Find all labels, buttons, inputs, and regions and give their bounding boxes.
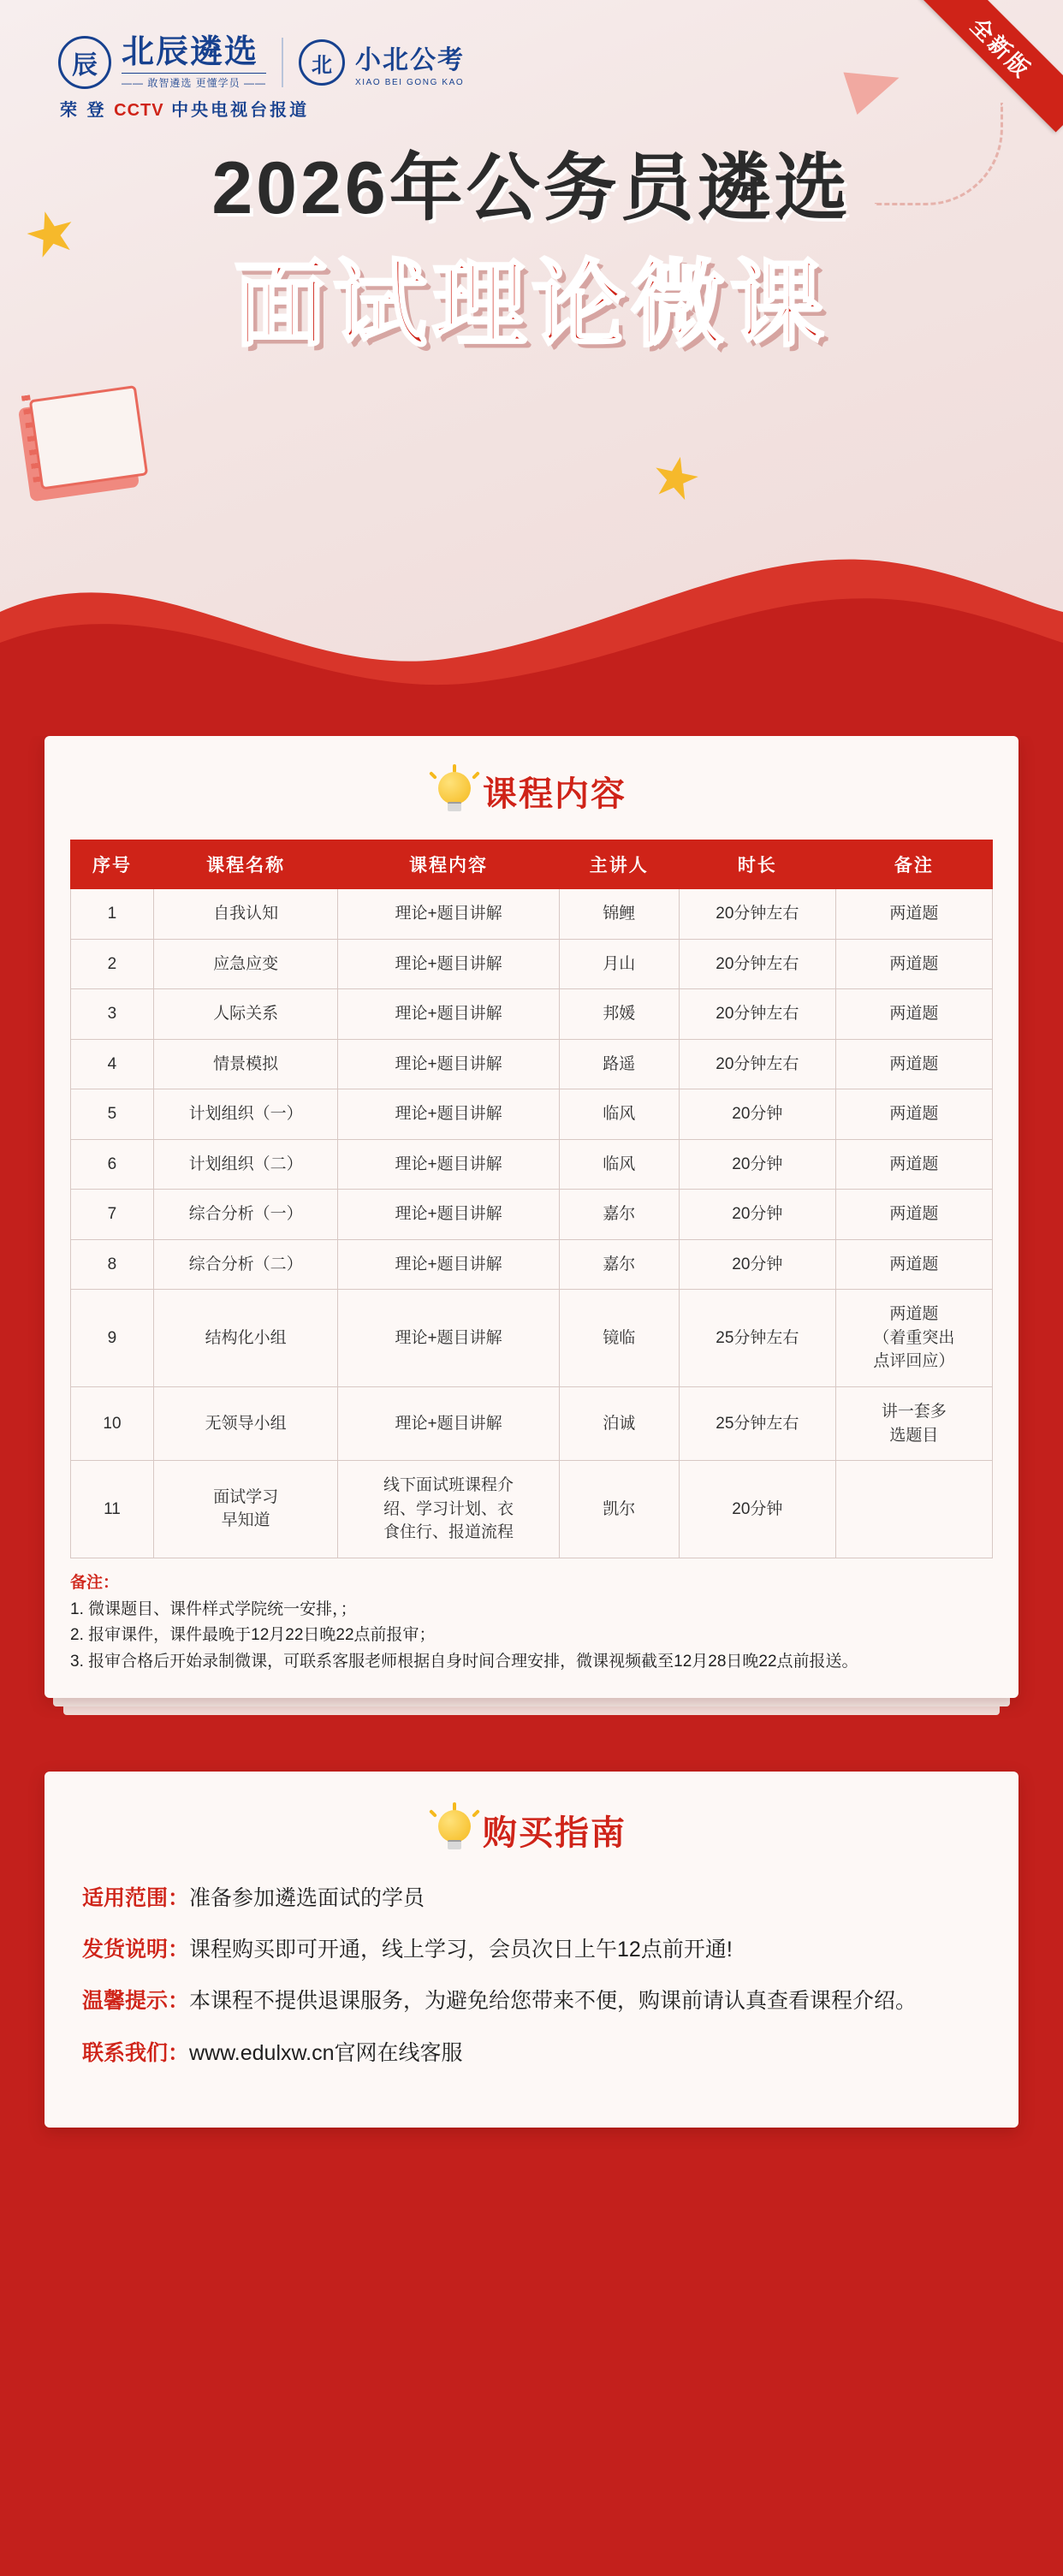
table-cell: 邦媛 — [559, 989, 679, 1040]
guide-item-key: 适用范围： — [82, 1885, 190, 1910]
table-cell: 嘉尔 — [559, 1239, 679, 1290]
table-cell: 理论+题目讲解 — [338, 1387, 559, 1461]
table-row — [71, 1190, 993, 1240]
table-row — [71, 1461, 993, 1558]
table-cell: 20分钟 — [679, 1089, 835, 1140]
table-cell: 20分钟左右 — [679, 889, 835, 940]
table-cell: 嘉尔 — [559, 1190, 679, 1240]
brand-name-secondary: 小北公考 — [355, 45, 466, 74]
table-cell: 讲一套多 选题目 — [835, 1387, 992, 1461]
table-row — [71, 1039, 993, 1089]
table-cell: 25分钟左右 — [679, 1387, 835, 1461]
table-cell: 路遥 — [559, 1039, 679, 1089]
remark-line: 3. 报审合格后开始录制微课，可联系客服老师根据自身时间合理安排，微课视频截至12月28日晚22点前报送。 — [70, 1653, 858, 1671]
brand-name-primary: 北辰遴选 — [122, 34, 259, 70]
table-cell: 两道题 — [835, 1190, 992, 1240]
table-cell: 理论+题目讲解 — [338, 939, 559, 989]
table-cell: 理论+题目讲解 — [338, 1089, 559, 1140]
column-header: 课程内容 — [338, 840, 559, 889]
table-cell: 应急应变 — [153, 939, 337, 989]
table-cell: 8 — [71, 1239, 154, 1290]
table-cell: 6 — [71, 1139, 154, 1190]
table-cell: 4 — [71, 1039, 154, 1089]
guide-item-key: 联系我们： — [82, 2040, 190, 2065]
star-icon-right: ★ — [644, 441, 708, 514]
table-cell: 25分钟左右 — [679, 1290, 835, 1387]
lightbulb-icon — [436, 772, 472, 811]
guide-item — [82, 1981, 981, 2021]
table-cell: 理论+题目讲解 — [338, 1039, 559, 1089]
table-cell: 凯尔 — [559, 1461, 679, 1558]
table-cell: 人际关系 — [153, 989, 337, 1040]
brand-slogan-primary: —— 敢智遴选 更懂学员 —— — [122, 73, 266, 90]
remark-line: 1. 微课题目、课件样式学院统一安排，； — [70, 1600, 357, 1618]
table-row — [71, 1239, 993, 1290]
lightbulb-icon — [436, 1810, 472, 1849]
guide-item-value: 本课程不提供退课服务，为避免给您带来不便，购课前请认真查看课程介绍。 — [189, 1989, 918, 2014]
column-header: 时长 — [679, 840, 835, 889]
column-header: 备注 — [835, 840, 992, 889]
table-cell: 两道题 — [835, 1239, 992, 1290]
brand-slogan-secondary: XIAO BEI GONG KAO — [355, 77, 465, 87]
table-row — [71, 889, 993, 940]
page-title: 2026年公务员遴选 — [211, 147, 852, 229]
guide-item-key: 温馨提示： — [82, 1989, 190, 2014]
table-cell: 理论+题目讲解 — [338, 989, 559, 1040]
cctv-suffix: 中央电视台报道 — [171, 101, 310, 120]
course-table — [70, 840, 993, 1558]
brand-text-secondary — [355, 39, 465, 87]
table-cell: 综合分析（二） — [153, 1239, 337, 1290]
table-cell: 计划组织（一） — [153, 1089, 337, 1140]
table-cell: 泊诚 — [559, 1387, 679, 1461]
page-subtitle: 面试理论微课 — [234, 252, 829, 358]
table-cell: 理论+题目讲解 — [338, 1139, 559, 1190]
table-cell: 20分钟 — [679, 1139, 835, 1190]
course-section-header — [70, 767, 993, 816]
table-cell: 两道题 — [835, 989, 992, 1040]
remark-lines — [70, 1597, 993, 1676]
poster-body — [0, 736, 1063, 2213]
brand-badge-secondary-icon: 北 — [299, 39, 345, 86]
course-section-title: 课程内容 — [483, 775, 627, 813]
table-cell: 20分钟 — [679, 1239, 835, 1290]
brand-text-primary — [122, 36, 266, 90]
course-remark — [70, 1570, 993, 1676]
table-row — [71, 1290, 993, 1387]
table-cell: 20分钟 — [679, 1461, 835, 1558]
table-cell: 临风 — [559, 1089, 679, 1140]
guide-item-value: 课程购买即可开通，线上学习，会员次日上午12点前开通! — [189, 1938, 733, 1962]
table-cell: 临风 — [559, 1139, 679, 1190]
brand-badge-icon: 辰 — [58, 36, 111, 89]
new-version-ribbon — [918, 0, 1063, 145]
table-cell: 两道题 — [835, 889, 992, 940]
star-icon-left: ★ — [15, 194, 86, 273]
page-subtitle-band — [0, 229, 1063, 365]
cctv-endorsement — [60, 96, 309, 121]
guide-list — [82, 1879, 981, 2073]
guide-item — [82, 2033, 981, 2073]
cctv-prefix: 荣 登 — [60, 101, 107, 120]
guide-item-value: 准备参加遴选面试的学员 — [189, 1885, 425, 1910]
column-header: 序号 — [71, 840, 154, 889]
remark-label: 备注： — [70, 1573, 120, 1592]
table-cell: 镜临 — [559, 1290, 679, 1387]
table-cell: 计划组织（二） — [153, 1139, 337, 1190]
table-cell: 自我认知 — [153, 889, 337, 940]
table-cell: 20分钟 — [679, 1190, 835, 1240]
table-cell: 20分钟左右 — [679, 939, 835, 989]
table-row — [71, 1387, 993, 1461]
guide-item — [82, 1930, 981, 1969]
table-cell: 线下面试班课程介 绍、学习计划、衣 食住行、报道流程 — [338, 1461, 559, 1558]
table-cell: 10 — [71, 1387, 154, 1461]
column-header: 主讲人 — [559, 840, 679, 889]
table-header-row — [71, 840, 993, 889]
table-cell: 月山 — [559, 939, 679, 989]
table-cell: 情景模拟 — [153, 1039, 337, 1089]
guide-item-key: 发货说明： — [82, 1938, 190, 1962]
table-cell: 2 — [71, 939, 154, 989]
table-row — [71, 1089, 993, 1140]
table-cell: 理论+题目讲解 — [338, 1239, 559, 1290]
table-cell: 11 — [71, 1461, 154, 1558]
table-cell: 理论+题目讲解 — [338, 1190, 559, 1240]
table-cell — [835, 1461, 992, 1558]
table-cell: 3 — [71, 989, 154, 1040]
table-cell: 1 — [71, 889, 154, 940]
table-cell: 7 — [71, 1190, 154, 1240]
table-cell: 无领导小组 — [153, 1387, 337, 1461]
table-row — [71, 989, 993, 1040]
guide-section-header — [82, 1806, 981, 1855]
course-content-card — [45, 736, 1018, 1698]
remark-line: 2. 报审课件，课件最晚于12月22日晚22点前报审； — [70, 1626, 436, 1645]
table-cell: 综合分析（一） — [153, 1190, 337, 1240]
guide-section-title: 购买指南 — [483, 1813, 627, 1852]
table-cell: 结构化小组 — [153, 1290, 337, 1387]
table-row — [71, 939, 993, 989]
table-cell: 面试学习 早知道 — [153, 1461, 337, 1558]
column-header: 课程名称 — [153, 840, 337, 889]
table-cell: 理论+题目讲解 — [338, 889, 559, 940]
brand-logo-row — [58, 36, 465, 90]
table-cell: 9 — [71, 1290, 154, 1387]
cctv-logo-text: CCTV — [114, 101, 164, 120]
guide-item — [82, 1879, 981, 1918]
table-cell: 两道题 — [835, 1139, 992, 1190]
guide-item-value: www.edulxw.cn官网在线客服 — [189, 2040, 463, 2065]
table-cell: 20分钟左右 — [679, 1039, 835, 1089]
table-cell: 两道题 （着重突出 点评回应） — [835, 1290, 992, 1387]
table-row — [71, 1139, 993, 1190]
table-cell: 理论+题目讲解 — [338, 1290, 559, 1387]
table-cell: 5 — [71, 1089, 154, 1140]
table-cell: 20分钟左右 — [679, 989, 835, 1040]
table-cell: 两道题 — [835, 1039, 992, 1089]
ribbon-label: 全新版 — [918, 0, 1063, 133]
red-ribbon-wave — [0, 484, 1063, 736]
table-cell: 两道题 — [835, 939, 992, 989]
table-cell: 两道题 — [835, 1089, 992, 1140]
brand-divider — [282, 38, 283, 87]
poster-header — [0, 0, 1063, 736]
table-cell: 锦鲤 — [559, 889, 679, 940]
purchase-guide-card — [45, 1772, 1018, 2128]
